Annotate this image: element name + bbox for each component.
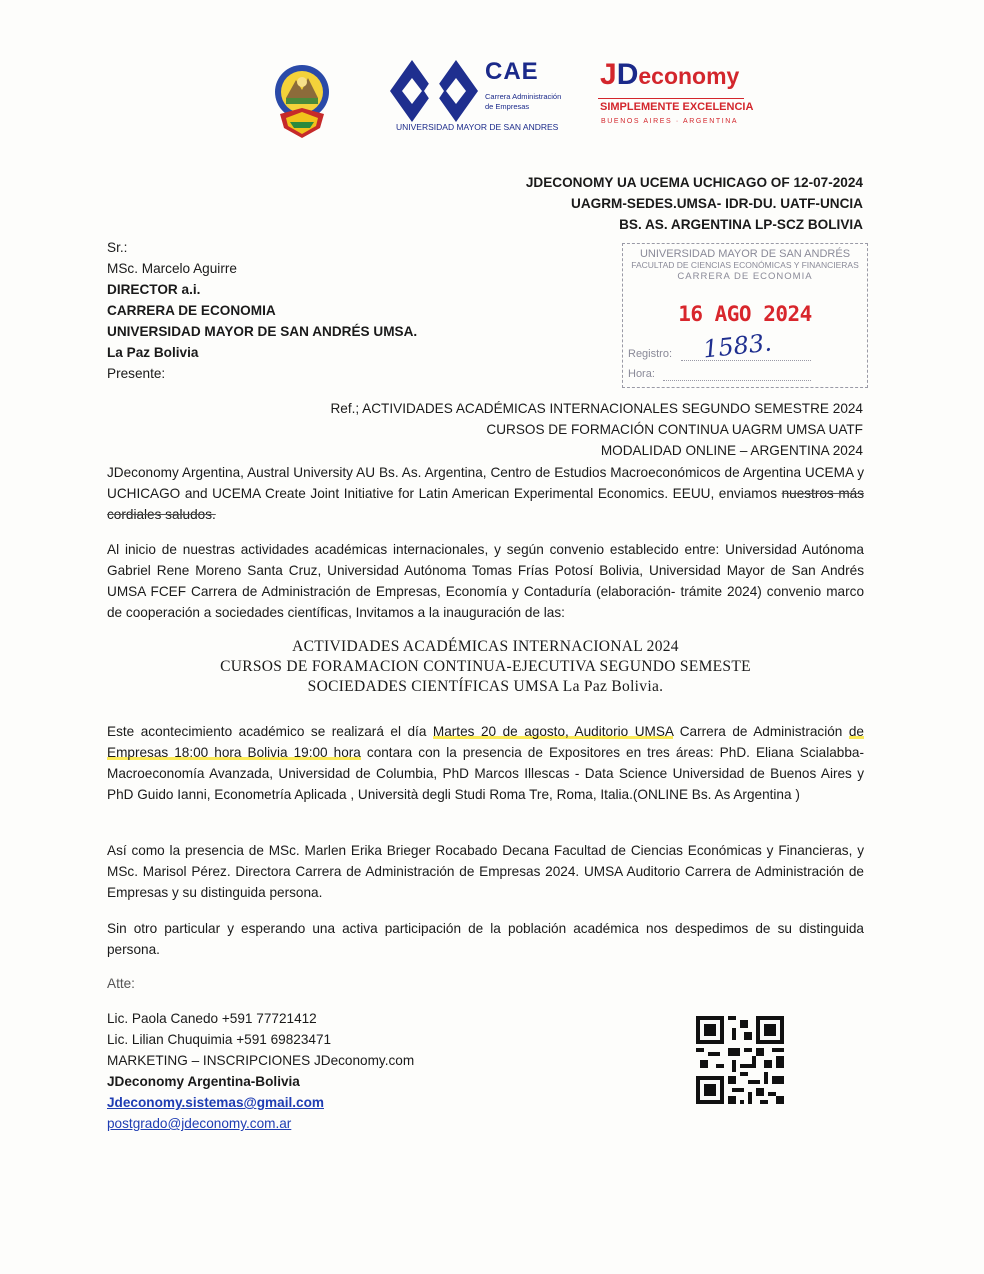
cae-university: UNIVERSIDAD MAYOR DE SAN ANDRES (396, 122, 559, 132)
paragraph-event-details (107, 721, 864, 805)
marketing-line: MARKETING – INSCRIPCIONES JDeconomy.com (107, 1053, 415, 1068)
cae-acronym: CAE (485, 58, 539, 85)
jdeconomy-logo (598, 58, 754, 134)
stamp-hora-label: Hora: (628, 368, 655, 380)
cae-logo (388, 58, 588, 136)
event-title-line: SOCIEDADES CIENTÍFICAS UMSA La Paz Bolivia. (307, 678, 664, 695)
email-sistemas-link[interactable]: Jdeconomy.sistemas@gmail.com (107, 1095, 324, 1110)
event-details-post: contara con la presencia de Expositores en tres áreas: PhD. Eliana Scialabba- Macroeconomía Avanzada, Universidad de Columbia, PhD Marcos Illescas - Data Science Universidad de Buenos Aires y PhD Guido Ianni, Econometría Aplicada , Università degli Studi Roma Tre, Roma, Italia.(ONLINE Bs. As Argentina ) (107, 745, 864, 802)
cae-line2: de Empresas (485, 102, 530, 111)
event-title-line: ACTIVIDADES ACADÉMICAS INTERNACIONAL 2024 (292, 638, 679, 655)
signature-atte: Atte: (107, 976, 135, 991)
received-stamp (622, 243, 868, 388)
intro-text: JDeconomy Argentina, Austral University AU Bs. As. Argentina, Centro de Estudios Macroeconómicos de Argentina UCEMA y UCHICAGO and UCEMA Create Joint Initiative for Latin American Experimental Economics. EEUU, enviamos (107, 465, 864, 501)
event-title-block (107, 637, 864, 697)
recipient-block (107, 237, 527, 384)
jd-location: BUENOS AIRES · ARGENTINA (601, 118, 739, 125)
paragraph-closing: Sin otro particular y esperando una activa participación de la población académica nos despedimos de su distinguida persona. (107, 921, 864, 957)
recipient-department: CARRERA DE ECONOMIA (107, 303, 276, 318)
salutation: Sr.: (107, 240, 128, 255)
ref-line: CURSOS DE FORMACIÓN CONTINUA UAGRM UMSA UATF (486, 422, 863, 437)
jd-brand-d: D (616, 58, 639, 91)
reference-line: JDECONOMY UA UCEMA UCHICAGO OF 12-07-2024 (525, 175, 863, 190)
event-title-line: CURSOS DE FORAMACION CONTINUA-EJECUTIVA SEGUNDO SEMESTE (220, 658, 751, 675)
jd-tagline: SIMPLEMENTE EXCELENCIA (600, 101, 754, 113)
ref-block (300, 398, 863, 461)
contact-lilian: Lic. Lilian Chuquimia +591 69823471 (107, 1032, 332, 1047)
contact-paola: Lic. Paola Canedo +591 77721412 (107, 1011, 317, 1026)
ref-line: MODALIDAD ONLINE – ARGENTINA 2024 (600, 443, 863, 458)
jd-brand-j: J (600, 58, 617, 91)
reference-line: UAGRM-SEDES.UMSA- IDR-DU. UATF-UNCIA (571, 196, 863, 211)
recipient-city: La Paz Bolivia (107, 345, 199, 360)
reference-header (420, 172, 863, 235)
event-time-highlight: de Empresas 18:00 hora Bolivia 19:00 hora (107, 724, 864, 760)
organization-name: JDeconomy Argentina-Bolivia (107, 1074, 300, 1089)
stamp-line3: CARRERA DE ECONOMIA (677, 271, 813, 282)
reference-line: BS. AS. ARGENTINA LP-SCZ BOLIVIA (619, 217, 863, 232)
stamp-registro-value: 1583. (701, 328, 773, 364)
stamp-line2: FACULTAD DE CIENCIAS ECONÓMICAS Y FINANCIERAS (631, 260, 859, 270)
recipient-closing: Presente: (107, 366, 166, 381)
signature-block (107, 1008, 507, 1134)
email-postgrado-link[interactable]: postgrado@jdeconomy.com.ar (107, 1116, 292, 1131)
paragraph-intro (107, 462, 864, 525)
qr-code (696, 1016, 784, 1104)
event-details-mid: Carrera de Administración (673, 724, 849, 739)
paragraph-authorities: Así como la presencia de MSc. Marlen Erika Brieger Rocabado Decana Facultad de Ciencias Económicas y Financieras, y MSc. Marisol Pérez. Directora Carrera de Administración de Empresas 2024. UMSA Auditorio Carrera de Administración de Empresas y su distinguida persona. (107, 843, 864, 900)
recipient-title: DIRECTOR a.i. (107, 282, 201, 297)
recipient-name: MSc. Marcelo Aguirre (107, 261, 237, 276)
event-details-pre: Este acontecimiento académico se realizará el día (107, 724, 433, 739)
recipient-university: UNIVERSIDAD MAYOR DE SAN ANDRÉS UMSA. (107, 324, 418, 339)
stamp-date: 16 AGO 2024 (678, 302, 812, 326)
ref-line: Ref.; ACTIVIDADES ACADÉMICAS INTERNACIONALES SEGUNDO SEMESTRE 2024 (330, 401, 863, 416)
intro-struck-text: nuestros más cordiales saludos. (107, 486, 864, 522)
jd-brand-rest: economy (638, 63, 740, 89)
cae-line1: Carrera Administración (485, 92, 562, 101)
bolivia-coat-of-arms-logo (272, 52, 332, 144)
stamp-registro-label: Registro: (628, 348, 673, 360)
stamp-line1: UNIVERSIDAD MAYOR DE SAN ANDRÉS (639, 248, 851, 260)
paragraph-agreement: Al inicio de nuestras actividades académicas internacionales, y según convenio establecido entre: Universidad Autónoma Gabriel Rene Moreno Santa Cruz, Universidad Autónoma Tomas Frías Potosí Bolivia, Universidad Mayor de San Andrés UMSA FCEF Carrera de Administración de Empresas, Economía y Contaduría (elaboración- trámite 2024) convenio marco de cooperación a sociedades científicas, Invitamos a la inauguración de las: (107, 542, 864, 620)
event-date-highlight: Martes 20 de agosto, Auditorio UMSA (432, 724, 674, 739)
